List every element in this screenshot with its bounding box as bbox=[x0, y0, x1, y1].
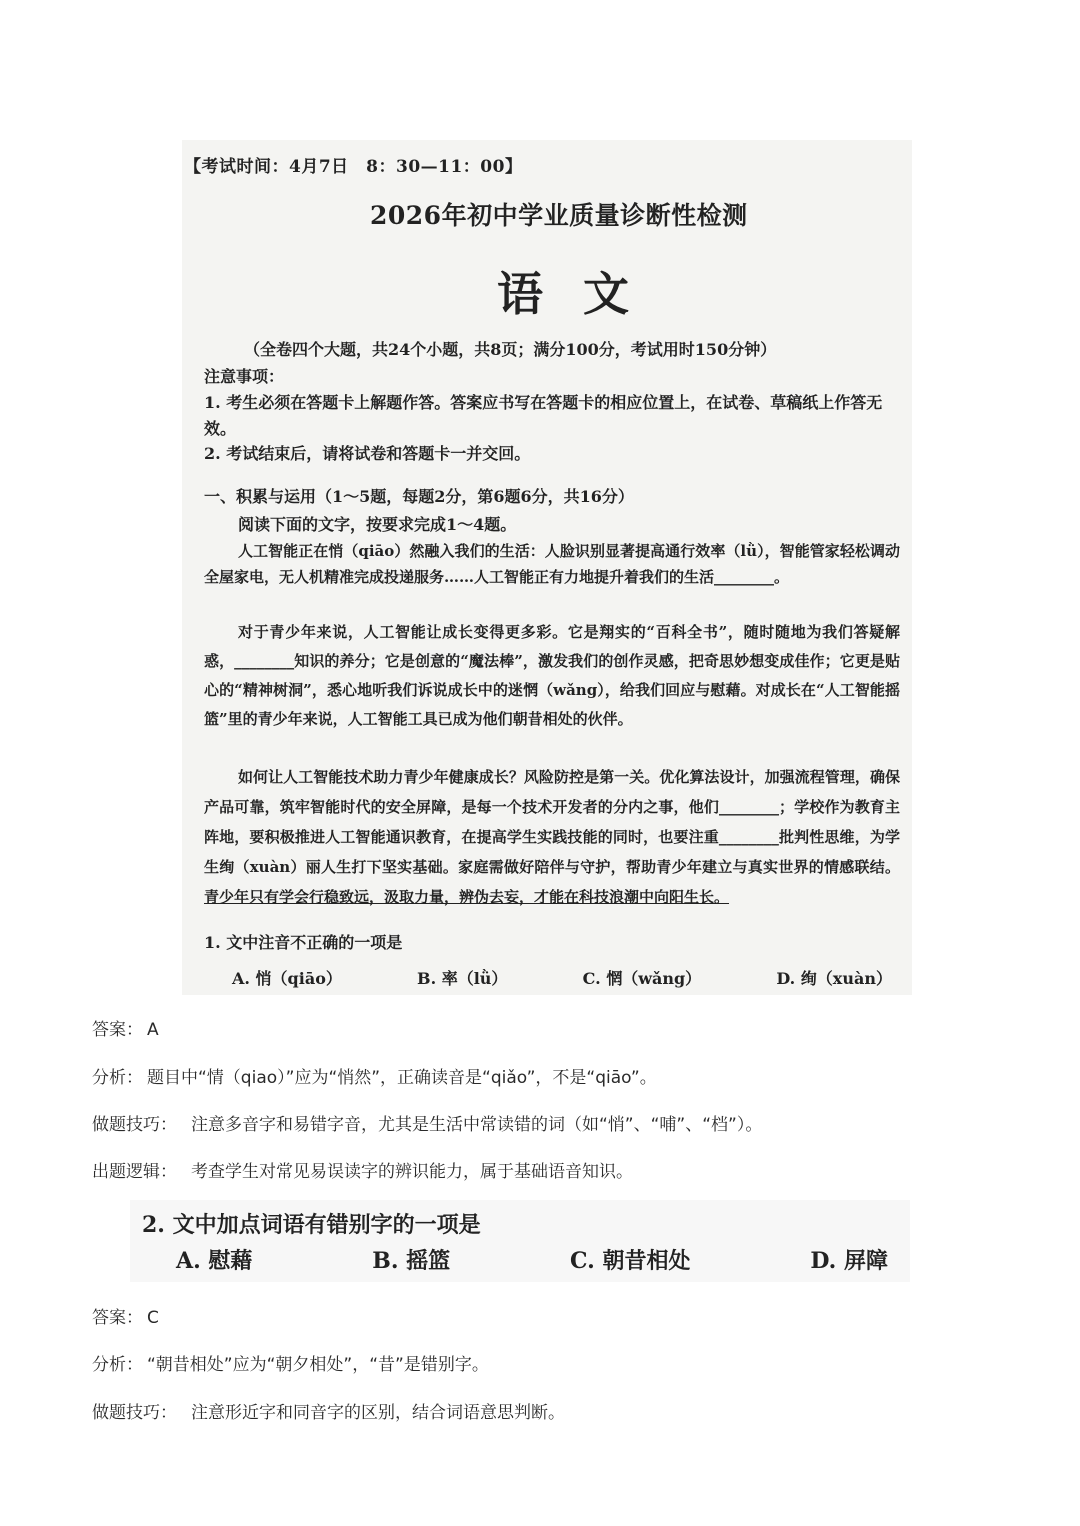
section-heading: 一、积累与运用（1～5题，每题2分，第6题6分，共16分） bbox=[204, 487, 634, 506]
logic-text: 考查学生对常见易误读字的辨识能力，属于基础语音知识。 bbox=[191, 1162, 633, 1182]
tip-label: 做题技巧： bbox=[92, 1403, 177, 1423]
tip-label: 做题技巧： bbox=[92, 1115, 177, 1135]
answer-value: C bbox=[147, 1308, 159, 1328]
exam-time: 【考试时间：4月7日 8：30—11：00】 bbox=[184, 157, 523, 177]
option-a: A. 慰藉 bbox=[176, 1248, 253, 1274]
passage-paragraph bbox=[204, 762, 900, 912]
option-b: B. 摇篮 bbox=[372, 1248, 451, 1274]
option-c: C. 惘（wǎng） bbox=[582, 969, 702, 988]
analysis-label: 分析： bbox=[92, 1068, 143, 1088]
paper-info: （全卷四个大题，共24个小题，共8页；满分100分，考试用时150分钟） bbox=[244, 340, 777, 359]
option-c: C. 朝昔相处 bbox=[570, 1248, 691, 1274]
reading-instruction: 阅读下面的文字，按要求完成1～4题。 bbox=[238, 515, 517, 534]
question-1-options bbox=[232, 966, 892, 989]
q2-tip bbox=[92, 1398, 565, 1423]
passage-text: 如何让人工智能技术助力青少年健康成长？风险防控是第一关。优化算法设计，加强流程管理，确保产品可靠，筑牢智能时代的安全屏障，是每一个技术开发者的分内之事，他们________；学校作为教育主阵地，要积极推进人工智能通识教育，在提高学生实践技能的同时，也要注重________批判性思维，为学生绚（xuàn）丽人生打下坚实基础。家庭需做好陪伴与守护，帮助青少年建立与真实世界的情感联结。 bbox=[204, 768, 900, 876]
tip-text: 注意形近字和同音字的区别，结合词语意思判断。 bbox=[191, 1403, 565, 1423]
q2-analysis bbox=[92, 1350, 489, 1375]
q1-tip bbox=[92, 1110, 762, 1135]
passage-paragraph: 对于青少年来说，人工智能让成长变得更多彩。它是翔实的“百科全书”，随时随地为我们答疑解惑，________知识的养分；它是创意的“魔法棒”，激发我们的创作灵感，把奇思妙想变成佳作；它更是贴心的“精神树洞”，悉心地听我们诉说成长中的迷惘（wǎng），给我们回应与慰藉。对成长在“人工智能摇篮”里的青少年来说，人工智能工具已成为他们朝昔相处的伙伴。 bbox=[204, 623, 900, 728]
subject-title: 语文 bbox=[497, 267, 669, 321]
question-2-options bbox=[176, 1244, 888, 1275]
notice-heading: 注意事项： bbox=[204, 367, 285, 386]
q1-answer bbox=[92, 1015, 159, 1040]
analysis-text: “朝昔相处”应为“朝夕相处”，“昔”是错别字。 bbox=[147, 1355, 489, 1375]
notice-item: 1. 考生必须在答题卡上解题作答。答案应书写在答题卡的相应位置上，在试卷、草稿纸上作答无效。 bbox=[204, 393, 883, 438]
analysis-label: 分析： bbox=[92, 1355, 143, 1375]
question-2-stem: 2. 文中加点词语有错别字的一项是 bbox=[142, 1212, 481, 1238]
option-d: D. 绚（xuàn） bbox=[776, 969, 892, 988]
option-a: A. 悄（qiāo） bbox=[232, 969, 342, 988]
exam-title: 2026年初中学业质量诊断性检测 bbox=[370, 201, 748, 230]
answer-label: 答案： bbox=[92, 1308, 143, 1328]
q1-logic bbox=[92, 1157, 633, 1182]
tip-text: 注意多音字和易错字音，尤其是生活中常读错的词（如“悄”、“哺”、“档”）。 bbox=[191, 1115, 763, 1135]
option-d: D. 屏障 bbox=[810, 1248, 888, 1274]
exam-paper-scan bbox=[182, 140, 912, 995]
q2-answer bbox=[92, 1303, 159, 1328]
notice-item: 2. 考试结束后，请将试卷和答题卡一并交回。 bbox=[204, 444, 531, 463]
logic-label: 出题逻辑： bbox=[92, 1162, 177, 1182]
answer-label: 答案： bbox=[92, 1020, 143, 1040]
question-1-stem: 1. 文中注音不正确的一项是 bbox=[204, 933, 403, 952]
q1-analysis bbox=[92, 1063, 657, 1088]
answer-value: A bbox=[147, 1020, 159, 1040]
analysis-text: 题目中“情（qiao）”应为“悄然”，正确读音是“qiǎo”，不是“qiāo”。 bbox=[147, 1068, 657, 1088]
underlined-sentence: 青少年只有学会行稳致远，汲取力量，辨伪去妄，才能在科技浪潮中向阳生长。 bbox=[204, 888, 730, 906]
question-2-scan bbox=[130, 1200, 910, 1282]
option-b: B. 率（lǜ） bbox=[417, 969, 508, 988]
passage-paragraph: 人工智能正在悄（qiāo）然融入我们的生活：人脸识别显著提高通行效率（lǜ），智能管家轻松调动全屋家电，无人机精准完成投递服务……人工智能正有力地提升着我们的生活________。 bbox=[204, 542, 900, 586]
